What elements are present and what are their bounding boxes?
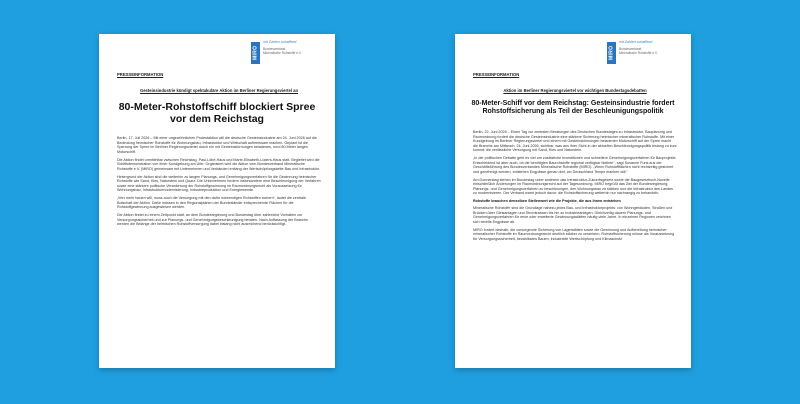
miro-logo [251,40,321,64]
body-text [117,136,321,230]
body-paragraph: „In der politischen Debatte geht es viel um zusätzliche Investitionen und schnellere Genehmigungsverfahren für Bauprojekte. Entscheidend ist aber auch, ob die benötigten Baurohstoffe regional verfügbar bleiben“, sagt Susanne Funk aus der Geschäftsführung des Bundesverbandes Mineralische Rohstoffe (MIRO). „Wenn Rohstoffflächen nicht rechtzeitig gesichert und genehmigt werden, entstehen Engpässe genau dort, wo Deutschland Tempo machen will.“ [473,156,677,174]
body-paragraph: Am Donnerstag stehen im Bundestag unter anderem das Infrastruktur-Zukunftsgesetz sowie die Baugesetzbuch-Novelle einschließlich Änderungen im Raumordnungsrecht auf der Tagesordnung. MIRO begrüßt das Ziel der Bundesregierung, Planungs- und Genehmigungsverfahren zu beschleunigen, den Wohnungsbau zu stärken und die Infrastruktur des Landes zu modernisieren. Der Verband warnt jedoch davor, die Rohstoffsicherung weiterhin nur nachrangig zu behandeln. [473,177,674,196]
press-label: PRESSEINFORMATION [473,72,520,77]
logo-tagline: mit Zahlen schaffend [263,40,297,44]
logo-tagline: mit Zahlen schaffend [619,40,653,44]
body-paragraph: Hintergrund der Aktion sind die weiterhin zu langen Planungs- und Genehmigungsverfahren für die Gewinnung heimischer Rohstoffe wie Sand, Kies, Naturstein und Quarz. Die Unternehmen fordern insbesondere eine Beschleunigung der Verfahren sowie eine stärkere politische Verankerung der Rohstoffgewinnung im Raumordnungsrecht als Voraussetzung für Wohnungsbau, Infrastrukturmodernisierung, Industrieproduktion und Energiewende. [117,174,321,193]
subheadline: Aktion im Berliner Regierungsviertel vor wichtigen Bundestagsdebatten [503,88,647,93]
press-label: PRESSEINFORMATION [117,72,164,77]
body-paragraph: MIRO fordert deshalb, die vorsorgende Sicherung von Lagerstätten sowie die Gewinnung und Aufbereitung heimischer mineralischer Rohstoffe im Raumordnungsrecht deutlich stärker zu verankern. Rohstoffsicherung müsse als Voraussetzung für Versorgungssicherheit, bezahlbares Bauen, industrielle Wertschöpfung und Klimaschutz [473,227,675,241]
body-paragraph: Die Aktion findet unmittelbar zwischen Reichstag, Paul-Löbe-Haus und Marie-Elisabeth-Lüders-Haus statt. Begleitet wird die Schiffsdemonstration von einer Kundgebung am Ufer. Organisiert wird die Aktion vom Bundesverband Mineralische Rohstoffe e.V. (MIRO) gemeinsam mit Unternehmen und Verbänden entlang der Wertschöpfungskette Bau und Infrastruktur. [117,157,320,171]
press-release-page-right [455,34,691,368]
subheadline: Gesteinsindustrie kündigt spektakuläre Aktion im Berliner Regierungsviertel an [139,88,299,93]
logo-organization: Bundesverband Mineralische Rohstoffe e.V. [619,47,658,55]
headline: 80-Meter-Rohstoffschiff blockiert Spree vor dem Reichstag [118,101,316,125]
headline: 80-Meter-Schiff vor dem Reichstag: Gesteinsindustrie fordert Rohstoffsicherung als Teil der Beschleunigungspolitik [471,100,675,116]
miro-logo [607,40,677,64]
press-release-page-left [99,34,335,368]
body-paragraph: Die Aktion findet zu einem Zeitpunkt statt, an dem Bundesregierung und Bundestag über zahlreiche Vorhaben zur Versorgungssicherheit und zur Planungs- und Genehmigungsbeschleunigung beraten. Nach Auffassung der Branche werden die Belange der heimischen Rohstoffversorgung dabei bislang nicht ausreichend berücksichtigt. [117,213,308,227]
body-text [473,130,677,245]
logo-mark: MIRO [607,42,616,64]
body-paragraph: Mineralische Rohstoffe sind die Grundlage nahezu jedes Bau- und Infrastrukturprojekts: von Wohngebäuden, Straßen und Brücken über Gleisanlagen und Stromtrassen bis hin zu Industrieanlagen. Gleichzeitig dauern Planungs- und Genehmigungsverfahren für neue oder erweiterte Gewinnungsstätten häufig viele Jahre. In einzelnen Regionen zeichnen sich bereits Engpässe ab. [473,206,673,224]
body-paragraph: „Wer mehr bauen will, muss auch die Versorgung mit den dafür notwendigen Rohstoffen sichern“, lautet die zentrale Botschaft der Aktion. Dafür müssen in den Regionalplänen der Bundesländer entsprechende Flächen für die Rohstoffgewinnung ausgewiesen werden. [117,196,307,210]
logo-organization: Bundesverband Mineralische Rohstoffe e.V. [263,47,302,55]
body-paragraph: Berlin, 17. Juli 2026 – Mit einer ungewöhnlichen Protestaktion will die deutsche Gesteinsindustrie am 24. Juni 2026 auf die Bedeutung heimischer Rohstoffe für Wohnungsbau, Infrastruktur und Wirtschaft aufmerksam machen. Geplant ist die Sperrung der Spree im Berliner Regierungsviertel durch ein mit Gesteinskörnungen beladenes, rund 80 Meter langes Motorschiff. [117,136,317,154]
logo-mark: MIRO [251,42,260,64]
section-heading: Rohstoffe brauchen denselben Stellenwert wie die Projekte, die aus ihnen entstehen [473,199,621,204]
body-paragraph: Berlin, 22. Juni 2026 – Einen Tag vor zentralen Beratungen des Deutschen Bundestages zu Infrastruktur, Bauplanung und Raumordnung fordert die deutsche Gesteinsindustrie eine stärkere Sicherung heimischer mineralischer Rohstoffe. Mit einer Kundgebung im Berliner Regierungsviertel und einem mit Gesteinskörnungen beladenen Motorschiff auf der Spree macht die Branche am Mittwoch, 24. Juni 2026, sichtbar, was aus ihrer Sicht in der aktuellen Beschleunigungspolitik bislang zu kurz kommt: die verlässliche Versorgung mit Sand, Kies und Naturstein. [473,130,677,153]
